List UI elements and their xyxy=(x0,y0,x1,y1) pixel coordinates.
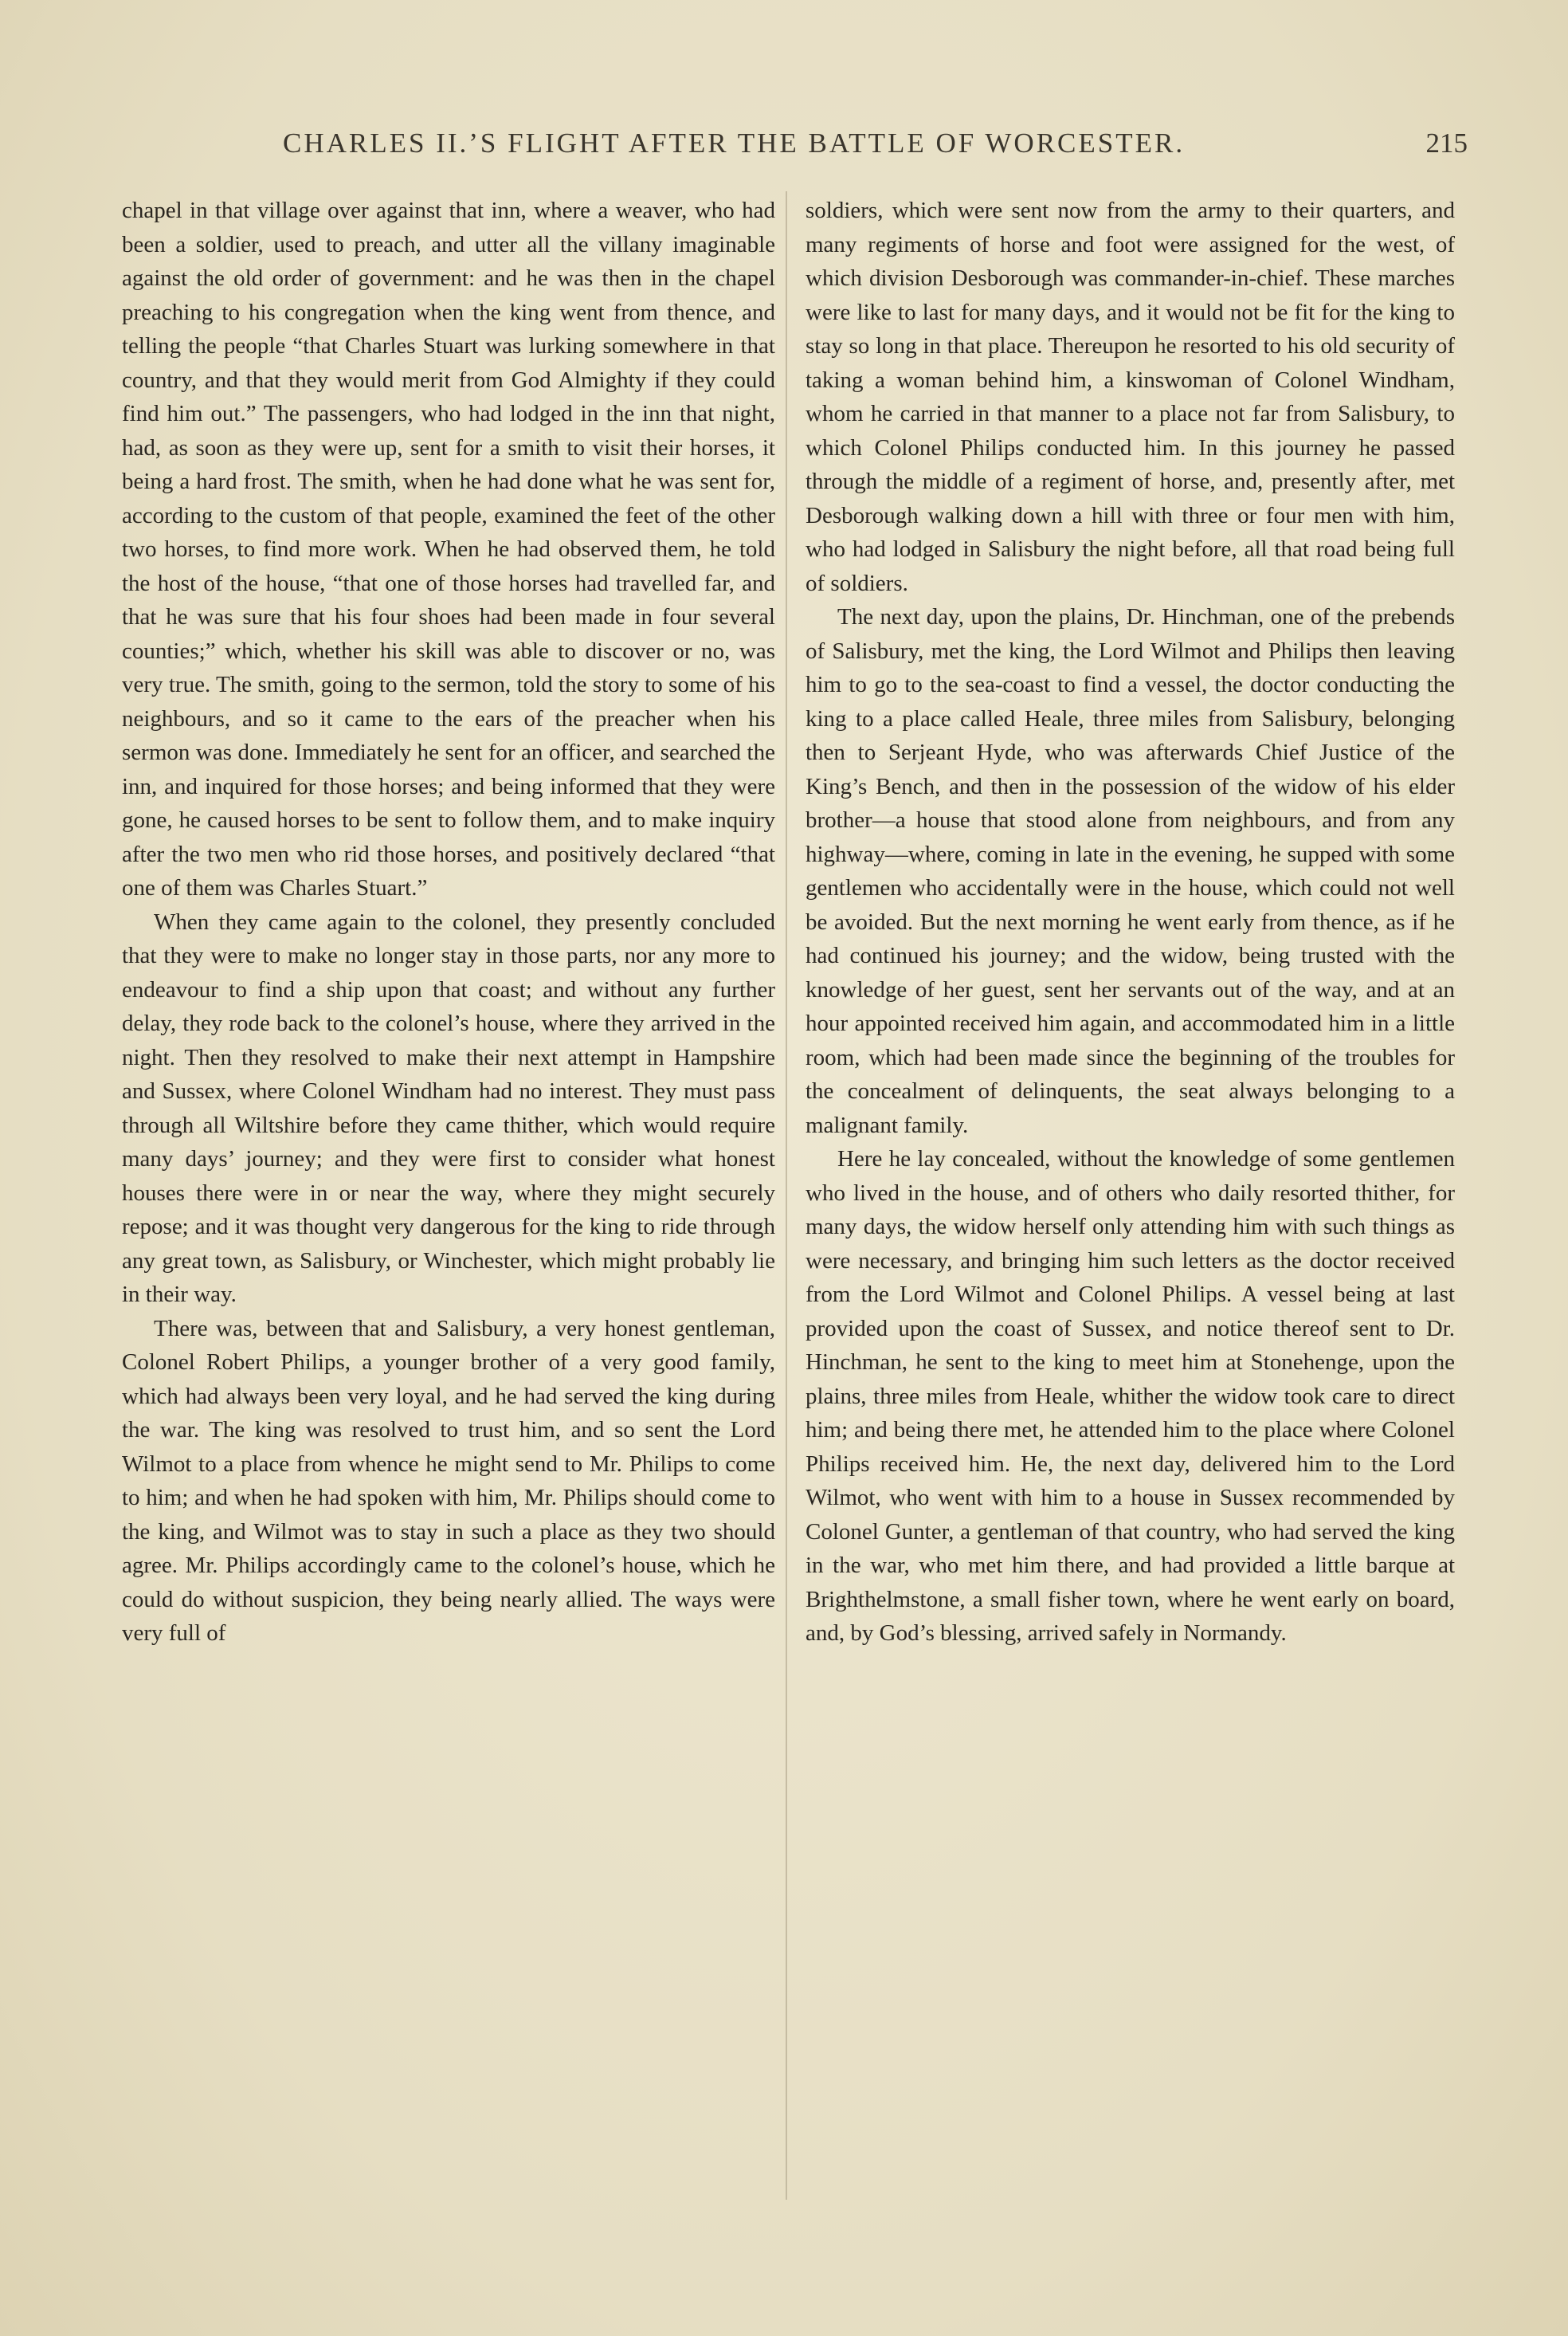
paragraph: The next day, upon the plains, Dr. Hinchman, one of the prebends of Salisbury, met the king, the Lord Wilmot and Philips then leaving him to go to the sea-coast to find a vessel, the doctor conducting the king to a place called Heale, three miles from Salisbury, belonging then to Serjeant Hyde, who was afterwards Chief Justice of the King’s Bench, and then in the possession of the widow of his elder brother—a house that stood alone from neighbours, and from any highway—where, coming in late in the evening, he supped with some gentlemen who accidentally were in the house, which could not well be avoided. But the next morning he went early from thence, as if he had continued his journey; and the widow, being trusted with the knowledge of her guest, sent her servants out of the way, and at an hour appointed received him again, and accommodated him in a little room, which had been made since the beginning of the troubles for the concealment of delinquents, the seat always belonging to a malignant family. xyxy=(806,604,1455,1138)
paragraph: When they came again to the colonel, they presently concluded that they were to make no longer stay in those parts, nor any more to endeavour to find a ship upon that coast; and without any further delay, they rode back to the colonel’s house, where they arrived in the night. Then they resolved to make their next attempt in Hampshire and Sussex, where Colonel Windham had no interest. They must pass through all Wiltshire before they came thither, which would require many days’ journey; and they were first to consider what honest houses there were in or near the way, where they might securely repose; and it was thought very dangerous for the king to ride through any great town, as Salisbury, or Winchester, which might probably lie in their way. xyxy=(122,909,775,1307)
paragraph: There was, between that and Salisbury, a very honest gentleman, Colonel Robert Philips, a younger brother of a very good family, which had always been very loyal, and he had served the king during the war. The king was resolved to trust him, and so sent the Lord Wilmot to a place from whence he might send to Mr. Philips to come to him; and when he had spoken with him, Mr. Philips should come to the king, and Wilmot was to stay in such a place as they two should agree. Mr. Philips accordingly came to the colonel’s house, which he could do without suspicion, they being nearly allied. The ways were very full of xyxy=(122,1315,775,1646)
page-header xyxy=(120,128,1474,169)
right-column xyxy=(806,194,1455,1651)
page-number: 215 xyxy=(1425,128,1468,159)
paragraph: soldiers, which were sent now from the army to their quarters, and many regiments of horse and foot were assigned for the west, of which division Desborough was commander-in-chief. These marches were like to last for many days, and it would not be fit for the king to stay so long in that place. Thereupon he resorted to his old security of taking a woman behind him, a kinswoman of Colonel Windham, whom he carried in that manner to a place not far from Salisbury, to which Colonel Philips conducted him. In this journey he passed through the middle of a regiment of horse, and, presently after, met Desborough walking down a hill with three or four men with him, who had lodged in Salisbury the night before, all that road being full of soldiers. xyxy=(806,198,1455,596)
paragraph: Here he lay concealed, without the knowledge of some gentlemen who lived in the house, and of others who daily resorted thither, for many days, the widow herself only attending him with such things as were necessary, and bringing him such letters as the doctor received from the Lord Wilmot and Colonel Philips. A vessel being at last provided upon the coast of Sussex, and notice thereof sent to Dr. Hinchman, he sent to the king to meet him at Stonehenge, upon the plains, three miles from Heale, whither the widow took care to direct him; and being there met, he attended him to the place where Colonel Philips received him. He, the next day, delivered him to the Lord Wilmot, who went with him to a house in Sussex recommended by Colonel Gunter, a gentleman of that country, who had served the king in the war, who met him there, and had provided a little barque at Brighthelmstone, a small fisher town, where he went early on board, and, by God’s blessing, arrived safely in Normandy. xyxy=(806,1146,1455,1646)
running-title: CHARLES II.’S FLIGHT AFTER THE BATTLE OF WORCESTER. xyxy=(283,128,1186,159)
paragraph: chapel in that village over against that inn, where a weaver, who had been a soldier, used to preach, and utter all the villany imaginable against the old order of government: and he was then in the chapel preaching to his congregation when the king went from thence, and telling the people “that Charles Stuart was lurking somewhere in that country, and that they would merit from God Almighty if they could find him out.” The passengers, who had lodged in the inn that night, had, as soon as they were up, sent for a smith to visit their horses, it being a hard frost. The smith, when he had done what he was sent for, according to the custom of that people, examined the feet of the other two horses, to find more work. When he had observed them, he told the host of the house, “that one of those horses had travelled far, and that he was sure that his four shoes had been made in four several counties;” which, whether his skill was able to discover or no, was very true. The smith, going to the sermon, told the story to some of his neighbours, and so it came to the ears of the preacher when his sermon was done. Immediately he sent for an officer, and searched the inn, and inquired for those horses; and being informed that they were gone, he caused horses to be sent to follow them, and to make inquiry after the two men who rid those horses, and positively declared “that one of them was Charles Stuart.” xyxy=(122,198,775,901)
column-divider xyxy=(786,191,787,2200)
left-column xyxy=(122,194,775,1651)
